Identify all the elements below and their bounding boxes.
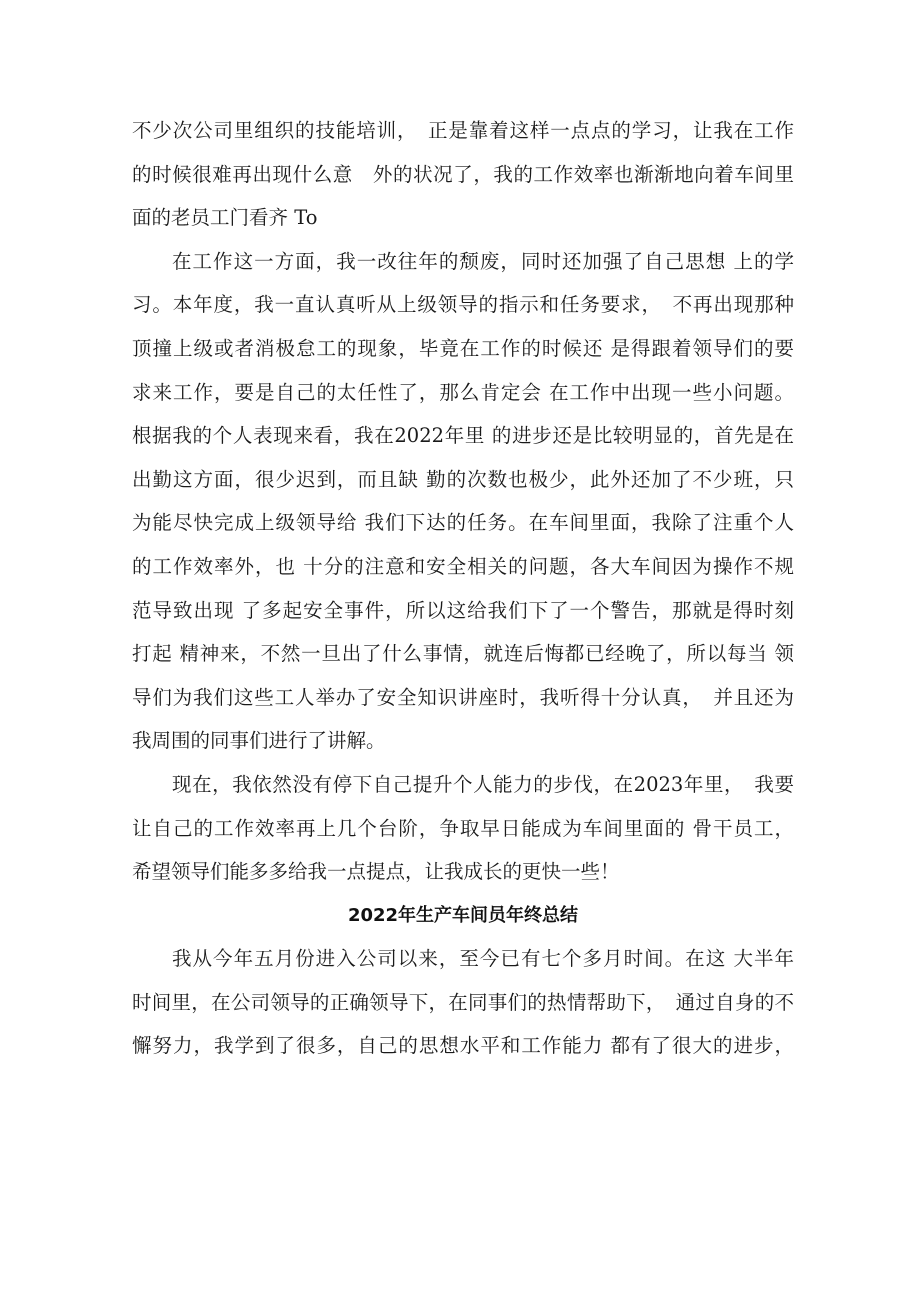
text-line: 范导致出现 了多起安全事件，所以这给我们下了一个警告，那就是得时刻 (132, 598, 794, 622)
text-line: 时间里，在公司领导的正确领导下，在同事们的热情帮助下， 通过自身的不 (132, 990, 794, 1014)
text-line: 顶撞上级或者消极怠工的现象，毕竟在工作的时候还 是得跟着领导们的要 (132, 336, 794, 360)
text-line: 不少次公司里组织的技能培训， 正是靠着这样一点点的学习，让我在工作 (132, 119, 794, 142)
document-page (132, 109, 794, 1068)
text-line: 打起 精神来，不然一旦出了什么事情，就连后悔都已经晚了，所以每当 领 (132, 642, 794, 666)
text-line: 求来工作，要是自己的太任性了，那么肯定会 在工作中出现一些小问题。 (132, 380, 794, 404)
text-line: 希望领导们能多多给我一点提点，让我成长的更快一些！ (132, 860, 620, 884)
paragraph-2 (132, 240, 794, 763)
text-line: 出勤这方面，很少迟到，而且缺 勤的次数也极少，此外还加了不少班，只 (132, 467, 794, 491)
paragraph-1 (132, 109, 794, 240)
text-line: 面的老员工门看齐 To (132, 206, 318, 230)
text-line: 懈努力，我学到了很多，自己的思想水平和工作能力 都有了很大的进步， (132, 1034, 794, 1058)
text-line: 现在，我依然没有停下自己提升个人能力的步伐，在2023年里， 我要 (172, 772, 794, 796)
text-line: 导们为我们这些工人举办了安全知识讲座时，我听得十分认真， 并且还为 (132, 685, 794, 709)
text-line: 习。本年度，我一直认真听从上级领导的指示和任务要求， 不再出现那种 (132, 293, 794, 317)
text-line: 根据我的个人表现来看，我在2022年里 的进步还是比较明显的，首先是在 (132, 424, 794, 448)
text-line: 我从今年五月份进入公司以来，至今已有七个多月时间。在这 大半年 (172, 947, 794, 971)
paragraph-4 (132, 937, 794, 1068)
text-line: 让自己的工作效率再上几个台阶，争取早日能成为车间里面的 骨干员工， (132, 816, 794, 840)
section-title: 2022年生产车间员年终总结 (347, 904, 579, 926)
text-line: 的时候很难再出现什么意 外的状况了，我的工作效率也渐渐地向着车间里 (132, 162, 794, 186)
text-line: 在工作这一方面，我一改往年的颓废，同时还加强了自己思想 上的学 (172, 249, 794, 273)
text-line: 我周围的同事们进行了讲解。 (132, 729, 386, 753)
text-line: 为能尽快完成上级领导给 我们下达的任务。在车间里面，我除了注重个人 (132, 511, 794, 535)
paragraph-3 (132, 763, 794, 894)
text-line: 的工作效率外，也 十分的注意和安全相关的问题，各大车间因为操作不规 (132, 554, 794, 578)
